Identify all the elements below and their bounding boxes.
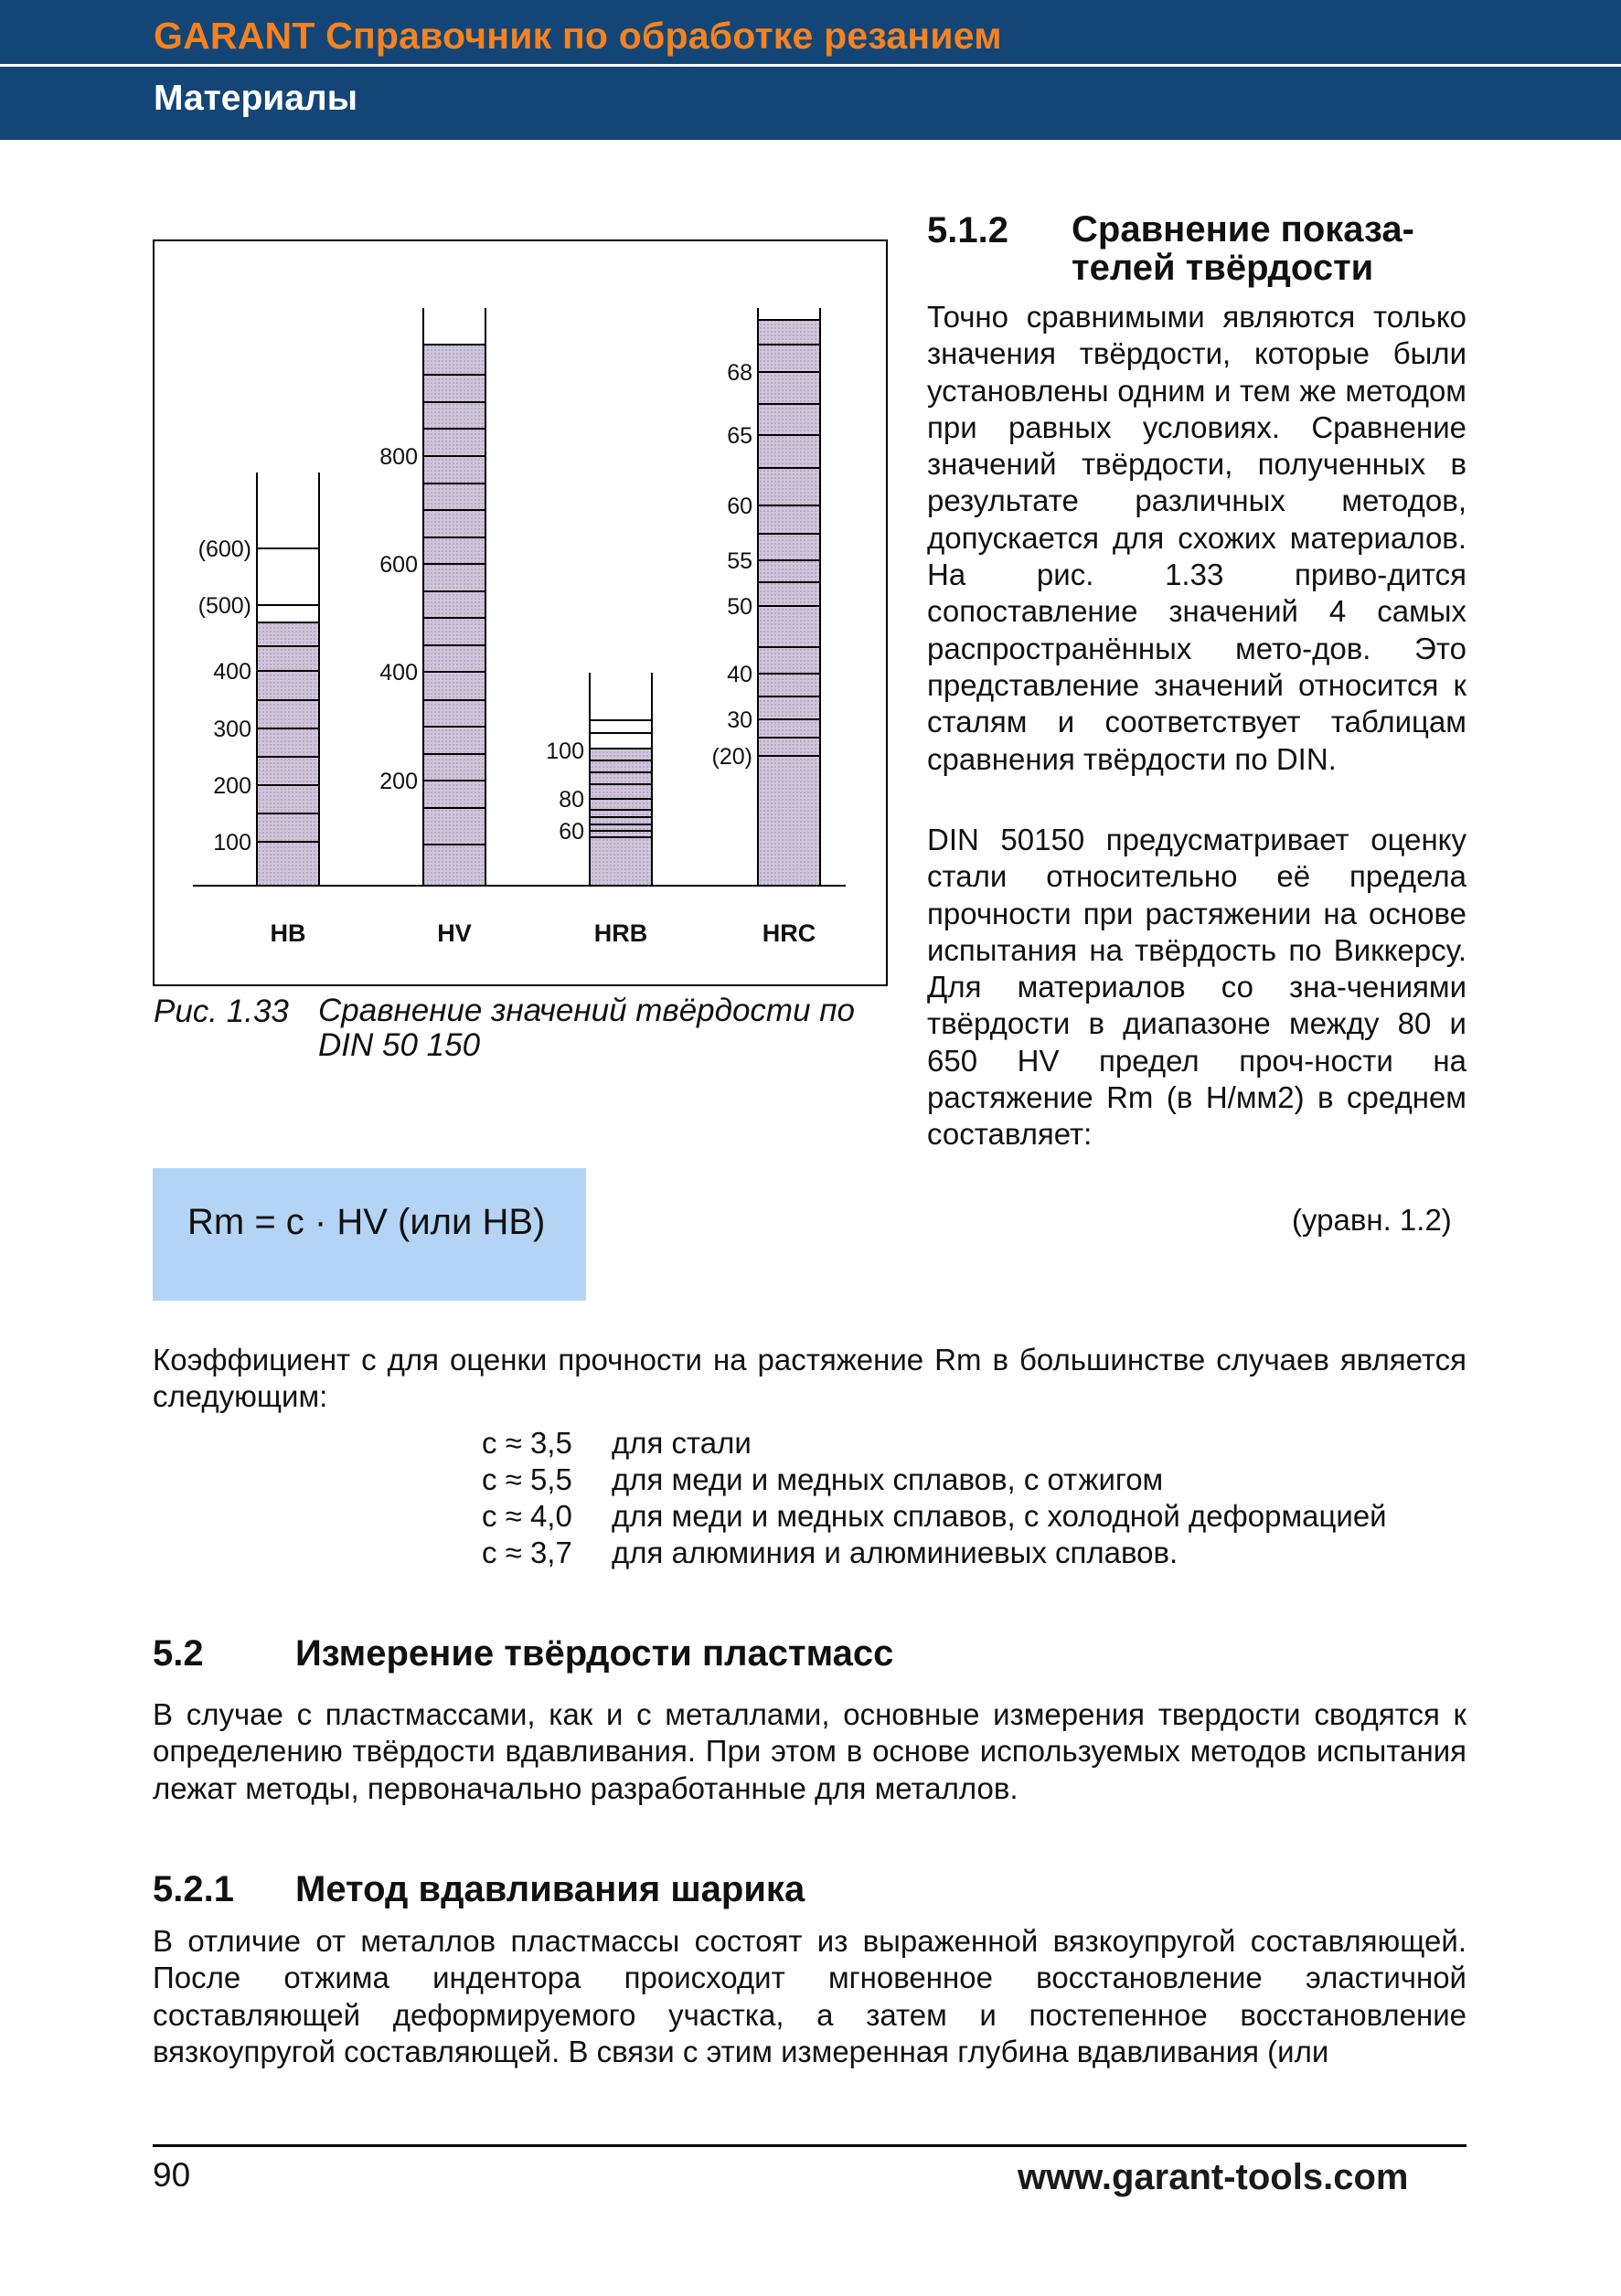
header-title: GARANT Справочник по обработке резанием — [154, 15, 1002, 57]
coefficient-value: c ≈ 5,5 — [482, 1462, 572, 1496]
hv-tick-label: 200 — [379, 769, 418, 794]
page-number: 90 — [153, 2156, 191, 2194]
figure-caption-number: Рис. 1.33 — [154, 994, 289, 1029]
hrc-scale-name: HRC — [762, 919, 816, 947]
hb-scale-name: HB — [270, 919, 306, 947]
coefficient-description: для меди и медных сплавов, с холодной деформацией — [612, 1499, 1387, 1533]
hv-tick-label: 800 — [379, 444, 418, 470]
coefficient-value: c ≈ 3,5 — [482, 1426, 572, 1460]
coefficient-description: для алюминия и алюминиевых сплавов. — [612, 1536, 1178, 1569]
hv-scale-fill — [423, 345, 485, 886]
hrb-tick-label: 100 — [546, 739, 584, 764]
hv-tick-label: 400 — [379, 660, 418, 686]
paragraph-ball-indentation: В отличие от металлов пластмассы состоят из выраженной вязкоупругой составляющей. После отжима индентора происходит мгновенное восстановление эластичной составляющей деформируемого участка, а затем и постепенное восстановление вязкоупругой составляющей. В связи с этим измеренная глубина вдавливания (или — [153, 1924, 1466, 2068]
hrc-tick-label: (20) — [711, 744, 752, 770]
hb-scale-fill — [257, 622, 319, 886]
section-title: Сравнение показа-телей твёрдости — [1072, 209, 1414, 288]
hb-tick-label: (600) — [197, 537, 251, 562]
coefficient-value: c ≈ 4,0 — [482, 1499, 572, 1533]
hardness-comparison-chart — [153, 239, 888, 986]
equation-reference: (уравн. 1.2) — [1292, 1203, 1452, 1237]
hrc-tick-label: 40 — [727, 662, 752, 687]
hb-tick-label: (500) — [197, 593, 251, 619]
footer-url[interactable]: www.garant-tools.com — [1018, 2157, 1409, 2197]
section-title: Метод вдавливания шарика — [295, 1869, 805, 1909]
coefficient-value: c ≈ 3,7 — [482, 1536, 572, 1569]
hb-tick-label: 200 — [213, 773, 251, 799]
header-divider — [0, 64, 1621, 67]
hrc-tick-label: 65 — [727, 423, 752, 449]
coefficient-description: для меди и медных сплавов, с отжигом — [612, 1462, 1164, 1496]
hb-tick-label: 400 — [213, 659, 251, 685]
hrc-tick-label: 30 — [727, 707, 752, 733]
hb-tick-label: 300 — [213, 717, 251, 742]
footer-divider — [153, 2144, 1466, 2147]
hv-tick-label: 600 — [379, 552, 418, 578]
header-subtitle: Материалы — [154, 79, 358, 118]
hrc-tick-label: 55 — [727, 548, 752, 574]
hrb-tick-label: 80 — [559, 787, 584, 813]
hrc-tick-label: 60 — [727, 494, 752, 519]
figure-caption-text: Сравнение значений твёрдости по DIN 50 150 — [318, 993, 856, 1063]
formula: Rm = c · HV (или HB) — [187, 1202, 546, 1242]
paragraph-plastics: В случае с пластмассами, как и с металлами, основные измерения твердости сводятся к определению твёрдости вдавливания. При этом в основе используемых методов испытания лежат методы, первоначально разработанные для металлов. — [153, 1697, 1466, 1805]
section-number: 5.2.1 — [153, 1869, 234, 1909]
section-number: 5.2 — [153, 1633, 204, 1674]
section-number: 5.1.2 — [927, 210, 1008, 250]
coefficient-description: для стали — [612, 1426, 752, 1460]
paragraph-din-50150: DIN 50150 предусматривает оценку стали относительно её предела прочности при растяжении на основе испытания на твёрдость по Виккерсу. Для материалов со зна-чениями твёрдости в диапазоне между 80 и 650 HV предел проч-ности на растяжение Rm (в Н/мм2) в среднем составляет: — [927, 823, 1466, 1152]
hrc-tick-label: 68 — [727, 360, 752, 386]
hrb-scale-name: HRB — [593, 919, 648, 947]
paragraph-hardness-comparison: Точно сравнимыми являются только значения твёрдости, которые были установлены одним и тем же методом при равных условиях. Сравнение значений твёрдости, полученных в результате различных методов, допускается для схожих материалов. На рис. 1.33 приво-дится сопоставление значений 4 самых распространённых мето-дов. Это представление значений относится к сталям и соответствует таблицам сравнения твёрдости по DIN. — [927, 300, 1466, 776]
paragraph-coefficient: Коэффициент c для оценки прочности на растяжение Rm в большинстве случаев является следующим: — [153, 1343, 1466, 1414]
section-title: Измерение твёрдости пластмасс — [295, 1633, 894, 1674]
hb-tick-label: 100 — [213, 830, 251, 856]
hrb-tick-label: 60 — [559, 819, 584, 845]
hrc-tick-label: 50 — [727, 594, 752, 620]
hv-scale-name: HV — [437, 919, 472, 947]
